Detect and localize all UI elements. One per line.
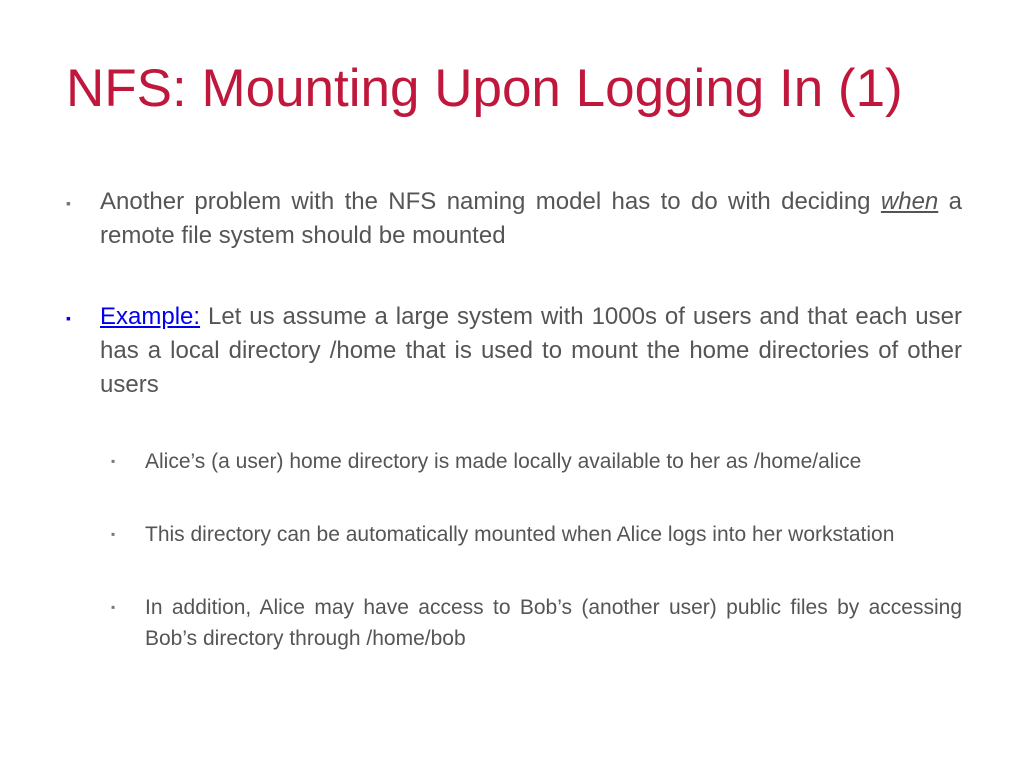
- bullet-text: a remote file system should be mounted: [100, 188, 962, 249]
- example-link[interactable]: Example:: [100, 303, 201, 330]
- square-bullet-icon: ▪: [111, 527, 116, 541]
- sub-bullet-item: [105, 446, 962, 477]
- sub-bullet-item: [105, 592, 962, 654]
- slide-body: [60, 185, 962, 654]
- emphasis-text: when: [880, 188, 939, 215]
- slide-title: NFS: Mounting Upon Logging In (1): [66, 59, 903, 118]
- bullet-text: This directory can be automatically mounted when Alice logs into her workstation: [145, 523, 895, 546]
- bullet-text: In addition, Alice may have access to Bob’s (another user) public files by accessing Bob’s directory through /home/bob: [145, 596, 962, 650]
- sub-bullet-item: [105, 519, 962, 550]
- bullet-text: Let us assume a large system with 1000s of users and that each user has a local directory /home that is used to mount the home directories of other users: [100, 303, 962, 398]
- bullet-item: [60, 300, 962, 402]
- square-bullet-icon: ▪: [66, 310, 71, 326]
- bullet-text: Another problem with the NFS naming model has to do with deciding: [100, 188, 881, 215]
- square-bullet-icon: ▪: [66, 195, 71, 211]
- square-bullet-icon: ▪: [111, 600, 116, 614]
- square-bullet-icon: ▪: [111, 454, 116, 468]
- bullet-text: Alice’s (a user) home directory is made locally available to her as /home/alice: [145, 450, 862, 473]
- bullet-item: [60, 185, 962, 253]
